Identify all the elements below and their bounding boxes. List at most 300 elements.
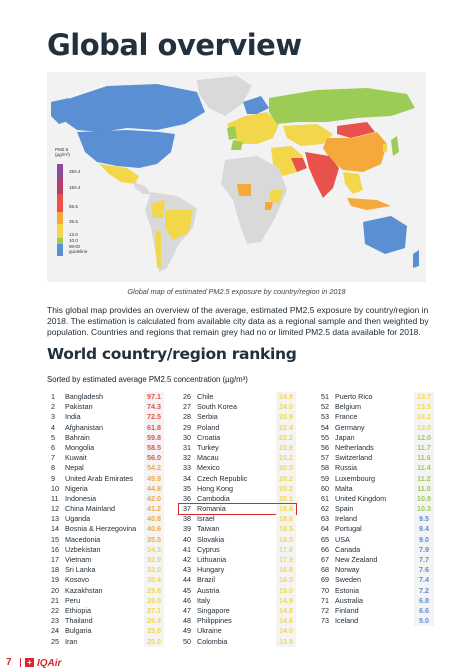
ranking-row: [179, 443, 296, 453]
ranking-row: [317, 616, 434, 626]
rank-number: 48: [183, 616, 191, 626]
pm25-value: 16.8: [276, 565, 296, 575]
pm25-value: 32.9: [144, 555, 164, 565]
country-name: Hungary: [197, 565, 225, 575]
pm25-value: 11.4: [414, 463, 434, 473]
country-name: Slovakia: [197, 534, 225, 544]
rank-number: 34: [183, 473, 191, 483]
country-name: Kuwait: [65, 453, 87, 463]
country-name: Mexico: [197, 463, 220, 473]
ranking-row: [317, 504, 434, 514]
brand-logo: IQAir: [37, 658, 62, 669]
rank-number: 31: [183, 442, 191, 452]
rank-number: 68: [321, 565, 329, 575]
rank-number: 6: [51, 442, 55, 452]
rank-number: 61: [321, 493, 329, 503]
pm25-value: 24.0: [276, 402, 296, 412]
country-name: Indonesia: [65, 493, 97, 503]
country-name: Belgium: [335, 402, 361, 412]
pm25-value: 20.2: [276, 484, 296, 494]
rank-number: 29: [183, 422, 191, 432]
legend-tick: WHO guideline: [69, 244, 88, 254]
country-name: Bosnia & Herzegovina: [65, 524, 137, 534]
pm25-value: 20.3: [276, 463, 296, 473]
pm25-value: 10.8: [414, 494, 434, 504]
rank-number: 57: [321, 453, 329, 463]
pm25-value: 61.8: [144, 423, 164, 433]
country-name: Spain: [335, 504, 354, 514]
country-name: India: [65, 412, 81, 422]
rank-number: 35: [183, 483, 191, 493]
country-name: South Korea: [197, 402, 237, 412]
ranking-row: [179, 555, 296, 565]
rank-number: 1: [51, 392, 55, 401]
ranking-row: [47, 474, 164, 484]
ranking-row: [47, 637, 164, 647]
pm25-value: 21.2: [276, 453, 296, 463]
page-title: Global overview: [47, 28, 302, 62]
pm25-value: 9.5: [414, 514, 434, 524]
rank-number: 4: [51, 422, 55, 432]
rank-number: 64: [321, 524, 329, 534]
ranking-row: [317, 494, 434, 504]
ranking-row: [179, 484, 296, 494]
ranking-row: [179, 575, 296, 585]
country-name: Nepal: [65, 463, 84, 473]
rank-number: 3: [51, 412, 55, 422]
ranking-row: [179, 616, 296, 626]
ranking-row: [317, 555, 434, 565]
ranking-row: [317, 575, 434, 585]
rank-number: 24: [51, 626, 59, 636]
ranking-row: [47, 463, 164, 473]
ranking-row: [179, 494, 296, 504]
pm25-value: 14.6: [276, 616, 296, 626]
rank-number: 13: [51, 514, 59, 524]
country-name: Sri Lanka: [65, 565, 96, 575]
legend-unit: (µg/m³): [55, 152, 70, 157]
rank-number: 16: [51, 544, 59, 554]
country-name: Ethiopia: [65, 605, 91, 615]
country-name: Czech Republic: [197, 473, 248, 483]
country-name: Japan: [335, 432, 355, 442]
rank-number: 50: [183, 636, 191, 646]
ranking-row: [47, 616, 164, 626]
ranking-row: [317, 433, 434, 443]
rank-number: 53: [321, 412, 329, 422]
pm25-value: 5.0: [414, 616, 434, 626]
country-name: Bangladesh: [65, 392, 103, 401]
country-name: Bulgaria: [65, 626, 92, 636]
ranking-row: [47, 412, 164, 422]
pm25-value: 97.1: [144, 392, 164, 402]
ranking-row: [179, 474, 296, 484]
ranking-row: [179, 606, 296, 616]
rank-number: 52: [321, 402, 329, 412]
pm25-value: 49.9: [144, 474, 164, 484]
pm25-value: 7.7: [414, 555, 434, 565]
country-name: Macedonia: [65, 534, 101, 544]
ranking-column-3: [317, 392, 434, 626]
ranking-row: [317, 412, 434, 422]
pm25-value: 13.7: [414, 392, 434, 402]
country-name: Cambodia: [197, 493, 230, 503]
pm25-value: 7.9: [414, 545, 434, 555]
ranking-row: [317, 565, 434, 575]
country-name: Austria: [197, 585, 220, 595]
country-name: Iran: [65, 636, 78, 646]
rank-number: 33: [183, 463, 191, 473]
ranking-row: [179, 453, 296, 463]
pm25-value: 72.5: [144, 412, 164, 422]
pm25-value: 12.0: [414, 433, 434, 443]
pm25-value: 11.6: [414, 453, 434, 463]
page-number: 7: [6, 657, 12, 668]
pm25-value: 13.5: [414, 402, 434, 412]
ranking-row: [317, 535, 434, 545]
ranking-row: [179, 514, 296, 524]
rank-number: 72: [321, 605, 329, 615]
pm25-value: 22.4: [276, 423, 296, 433]
ranking-row: [179, 392, 296, 402]
rank-number: 47: [183, 605, 191, 615]
page-footer: [0, 656, 474, 670]
country-name: Ireland: [335, 514, 357, 524]
pm25-value: 32.0: [144, 565, 164, 575]
country-name: Chile: [197, 392, 214, 401]
rank-number: 45: [183, 585, 191, 595]
pm25-value: 25.0: [144, 637, 164, 647]
ranking-row: [47, 626, 164, 636]
legend-tick: 250.4: [69, 169, 81, 174]
ranking-row: [47, 423, 164, 433]
intro-paragraph: This global map provides an overview of the average, estimated PM2.5 exposure by country/region in 2018. The estimation is calculated from available city data as a regional sample and then weighted by population. Countries and regions that remain grey had no or limited PM2.5 data available for 2018.: [47, 305, 429, 337]
country-name: Kosovo: [65, 575, 89, 585]
country-name: Taiwan: [197, 524, 220, 534]
country-name: Ukraine: [197, 626, 222, 636]
country-name: Poland: [197, 422, 220, 432]
ranking-row: [179, 596, 296, 606]
ranking-row: [317, 524, 434, 534]
rank-number: 10: [51, 483, 59, 493]
rank-number: 23: [51, 616, 59, 626]
rank-number: 71: [321, 595, 329, 605]
pm25-value: 27.1: [144, 606, 164, 616]
country-name: Australia: [335, 595, 363, 605]
ranking-row: [179, 412, 296, 422]
ranking-row: [47, 494, 164, 504]
country-name: Peru: [65, 595, 81, 605]
ranking-row: [47, 514, 164, 524]
rank-number: 22: [51, 605, 59, 615]
pm25-value: 20.1: [276, 494, 296, 504]
country-name: France: [335, 412, 358, 422]
rank-number: 36: [183, 493, 191, 503]
rank-number: 62: [321, 504, 329, 514]
ranking-row: [179, 423, 296, 433]
country-name: Afghanistan: [65, 422, 103, 432]
pm25-value: 11.0: [414, 484, 434, 494]
pm25-value: 35.5: [144, 535, 164, 545]
rank-number: 8: [51, 463, 55, 473]
country-name: Switzerland: [335, 453, 373, 463]
rank-number: 69: [321, 575, 329, 585]
pm25-value: 18.6: [276, 504, 296, 514]
rank-number: 18: [51, 565, 59, 575]
legend-label: PM2.5: [55, 147, 69, 152]
rank-number: 7: [51, 453, 55, 463]
pm25-value: 34.3: [144, 545, 164, 555]
ranking-row: [317, 453, 434, 463]
rank-number: 37: [183, 504, 191, 514]
ranking-row: [179, 565, 296, 575]
rank-number: 15: [51, 534, 59, 544]
ranking-row: [317, 392, 434, 402]
pm25-value: 9.4: [414, 524, 434, 534]
rank-number: 54: [321, 422, 329, 432]
rank-number: 58: [321, 463, 329, 473]
pm25-value: 6.6: [414, 606, 434, 616]
country-name: Netherlands: [335, 442, 374, 452]
pm25-value: 14.9: [276, 596, 296, 606]
country-name: Malta: [335, 483, 353, 493]
ranking-row: [317, 474, 434, 484]
country-name: Uzbekistan: [65, 544, 101, 554]
country-name: Canada: [335, 544, 361, 554]
pm25-value: 24.9: [276, 392, 296, 402]
country-name: Colombia: [197, 636, 228, 646]
pm25-value: 18.6: [276, 514, 296, 524]
ranking-row: [317, 463, 434, 473]
country-name: Nigeria: [65, 483, 88, 493]
ranking-row: [179, 586, 296, 596]
legend-tick: 55.5: [69, 204, 78, 209]
country-name: Portugal: [335, 524, 362, 534]
country-name: China Mainland: [65, 504, 115, 514]
ranking-row: [317, 596, 434, 606]
country-name: Croatia: [197, 432, 221, 442]
rank-number: 19: [51, 575, 59, 585]
country-name: Mongolia: [65, 442, 95, 452]
country-name: Thailand: [65, 616, 93, 626]
ranking-row: [47, 433, 164, 443]
rank-number: 56: [321, 442, 329, 452]
pm25-value: 58.5: [144, 443, 164, 453]
pm25-value: 17.6: [276, 545, 296, 555]
pm25-value: 56.0: [144, 453, 164, 463]
rank-number: 39: [183, 524, 191, 534]
country-name: Brazil: [197, 575, 215, 585]
pm25-value: 44.8: [144, 484, 164, 494]
country-name: Luxembourg: [335, 473, 375, 483]
rank-number: 66: [321, 544, 329, 554]
rank-number: 5: [51, 432, 55, 442]
ranking-row: [47, 596, 164, 606]
map-legend: [55, 147, 88, 254]
rank-number: 55: [321, 432, 329, 442]
pm25-value: 26.4: [144, 616, 164, 626]
legend-tick: 10.0: [69, 238, 78, 243]
pm25-value: 11.7: [414, 443, 434, 453]
rank-number: 14: [51, 524, 59, 534]
country-name: USA: [335, 534, 350, 544]
ranking-row: [179, 524, 296, 534]
rank-number: 32: [183, 453, 191, 463]
ranking-row: [179, 626, 296, 636]
pm25-value: 21.9: [276, 443, 296, 453]
rank-number: 17: [51, 555, 59, 564]
pm25-value: 20.2: [276, 474, 296, 484]
country-name: New Zealand: [335, 555, 378, 564]
country-name: Turkey: [197, 442, 219, 452]
ranking-row: [179, 637, 296, 647]
ranking-row: [47, 504, 164, 514]
ranking-subtitle: Sorted by estimated average PM2.5 concentration (µg/m³): [47, 375, 248, 384]
swiss-cross-icon: +: [25, 658, 34, 667]
ranking-row: [317, 443, 434, 453]
country-name: Lithuania: [197, 555, 227, 564]
rank-number: 28: [183, 412, 191, 422]
ranking-row: [47, 535, 164, 545]
country-name: Pakistan: [65, 402, 93, 412]
country-name: Puerto Rico: [335, 392, 373, 401]
rank-number: 12: [51, 504, 59, 514]
country-name: Finland: [335, 605, 359, 615]
pm25-value: 18.5: [276, 524, 296, 534]
pm25-value: 30.4: [144, 575, 164, 585]
footer-divider: [20, 658, 21, 667]
rank-number: 65: [321, 534, 329, 544]
pm25-value: 7.6: [414, 565, 434, 575]
legend-tick: 150.4: [69, 185, 81, 190]
rank-number: 9: [51, 473, 55, 483]
ranking-row: [47, 484, 164, 494]
pm25-value: 7.2: [414, 586, 434, 596]
ranking-row: [179, 535, 296, 545]
country-name: Kazakhstan: [65, 585, 103, 595]
ranking-row: [179, 545, 296, 555]
country-name: Sweden: [335, 575, 361, 585]
country-name: Norway: [335, 565, 360, 575]
pm25-value: 42.0: [144, 494, 164, 504]
country-name: Iceland: [335, 616, 359, 626]
pm25-value: 6.8: [414, 596, 434, 606]
rank-number: 27: [183, 402, 191, 412]
ranking-row: [47, 443, 164, 453]
rank-number: 21: [51, 595, 59, 605]
rank-number: 73: [321, 616, 329, 626]
ranking-row: [47, 545, 164, 555]
rank-number: 30: [183, 432, 191, 442]
ranking-row: [47, 575, 164, 585]
ranking-row: [179, 463, 296, 473]
ranking-row: [317, 484, 434, 494]
world-map-graphic: [47, 72, 426, 282]
pm25-value: 40.8: [144, 514, 164, 524]
rank-number: 46: [183, 595, 191, 605]
country-name: Italy: [197, 595, 211, 605]
pm25-value: 16.3: [276, 575, 296, 585]
ranking-row: [47, 524, 164, 534]
section-title: World country/region ranking: [47, 345, 297, 363]
rank-number: 51: [321, 392, 329, 401]
ranking-row: [47, 586, 164, 596]
rank-number: 11: [51, 493, 59, 503]
pm25-value: 22.2: [276, 433, 296, 443]
pm25-value: 40.6: [144, 524, 164, 534]
rank-number: 63: [321, 514, 329, 524]
rank-number: 20: [51, 585, 59, 595]
country-name: Uganda: [65, 514, 91, 524]
pm25-value: 10.3: [414, 504, 434, 514]
rank-number: 42: [183, 555, 191, 564]
pm25-value: 18.5: [276, 535, 296, 545]
ranking-column-1: [47, 392, 164, 647]
ranking-row: [47, 565, 164, 575]
pm25-value: 74.3: [144, 402, 164, 412]
country-name: Israel: [197, 514, 215, 524]
ranking-row: [317, 514, 434, 524]
pm25-value: 15.0: [276, 586, 296, 596]
pm25-value: 11.2: [414, 474, 434, 484]
country-name: Romania: [197, 504, 226, 514]
ranking-row: [317, 423, 434, 433]
country-name: Cyprus: [197, 544, 220, 554]
ranking-row: [317, 586, 434, 596]
ranking-row: [47, 606, 164, 616]
ranking-row: [317, 606, 434, 616]
rank-number: 59: [321, 473, 329, 483]
pm25-value: 41.2: [144, 504, 164, 514]
country-name: Russia: [335, 463, 357, 473]
ranking-row: [179, 433, 296, 443]
ranking-row: [47, 453, 164, 463]
rank-number: 2: [51, 402, 55, 412]
country-name: Philippines: [197, 616, 232, 626]
country-name: United Arab Emirates: [65, 473, 133, 483]
world-map: [47, 72, 426, 282]
pm25-value: 9.0: [414, 535, 434, 545]
ranking-row: [179, 504, 296, 514]
pm25-value: 59.8: [144, 433, 164, 443]
pm25-value: 54.2: [144, 463, 164, 473]
pm25-value: 7.4: [414, 575, 434, 585]
country-name: Hong Kong: [197, 483, 233, 493]
country-name: Germany: [335, 422, 365, 432]
pm25-value: 28.0: [144, 596, 164, 606]
country-name: Macau: [197, 453, 219, 463]
pm25-value: 13.0: [414, 423, 434, 433]
ranking-row: [179, 402, 296, 412]
country-name: United Kingdom: [335, 493, 387, 503]
rank-number: 43: [183, 565, 191, 575]
country-name: Serbia: [197, 412, 218, 422]
rank-number: 70: [321, 585, 329, 595]
rank-number: 38: [183, 514, 191, 524]
pm25-value: 14.0: [276, 626, 296, 636]
pm25-value: 23.9: [276, 412, 296, 422]
rank-number: 26: [183, 392, 191, 401]
legend-tick: 35.5: [69, 219, 78, 224]
country-name: Singapore: [197, 605, 230, 615]
pm25-value: 13.2: [414, 412, 434, 422]
rank-number: 67: [321, 555, 329, 564]
rank-number: 49: [183, 626, 191, 636]
pm25-value: 29.8: [144, 586, 164, 596]
ranking-row: [317, 402, 434, 412]
legend-tick: 12.0: [69, 232, 78, 237]
country-name: Vietnam: [65, 555, 92, 564]
